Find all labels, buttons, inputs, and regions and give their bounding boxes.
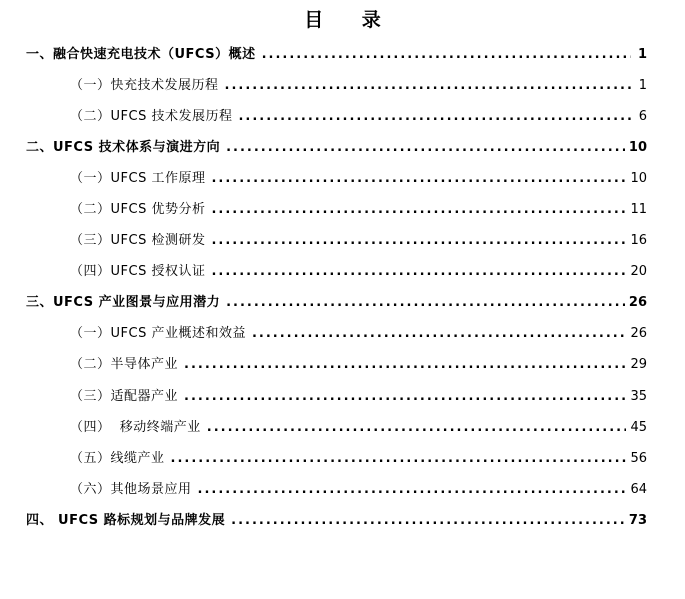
toc-entry-section-3-1[interactable] [0,319,685,350]
toc-entry-section-2[interactable] [0,132,685,163]
toc-page-number: 10 [628,139,647,155]
toc-entry-label: （二）UFCS 优势分析 [70,202,206,218]
toc-entry-label: （二）半导体产业 [70,357,179,373]
toc-entry-section-3-5[interactable] [0,443,685,474]
toc-page-number: 26 [630,326,647,342]
toc-page-number: 10 [630,170,647,186]
toc-dot-leader [252,326,626,342]
toc-page-number: 73 [628,512,647,528]
toc-entry-label: （五）线缆产业 [70,450,165,466]
toc-page-number: 6 [638,108,647,124]
toc-page-number: 56 [630,450,647,466]
toc-page-number: 1 [638,77,647,93]
toc-page-number: 45 [630,419,647,435]
toc-entry-label: 二、UFCS 技术体系与演进方向 [26,139,221,155]
toc-entry-section-3-4[interactable] [0,412,685,443]
toc-title: 目 录 [304,9,397,31]
toc-entry-label: （六）其他场景应用 [70,481,192,497]
toc-entry-label: （三）适配器产业 [70,388,179,404]
toc-entry-section-2-1[interactable] [0,163,685,194]
toc-entry-section-2-2[interactable] [0,194,685,225]
toc-entry-section-1[interactable] [0,39,685,70]
toc-dot-leader [226,295,625,311]
toc-dot-leader [211,233,626,249]
toc-dot-leader [184,357,626,373]
toc-entry-section-3[interactable] [0,288,685,319]
toc-dot-leader [226,140,625,156]
toc-entry-section-4[interactable] [0,505,685,536]
toc-page-number: 26 [628,295,647,311]
toc-entry-section-1-1[interactable] [0,70,685,101]
toc-entry-section-3-3[interactable] [0,381,685,412]
toc-dot-leader [262,47,631,63]
toc-page-number: 64 [630,481,647,497]
toc-page-number: 20 [630,264,647,280]
toc-page-number: 1 [637,46,647,62]
toc-entry-section-3-6[interactable] [0,474,685,505]
toc-entry-label: （二）UFCS 技术发展历程 [70,108,233,124]
toc-entry-section-3-2[interactable] [0,350,685,381]
toc-entry-label: （四）UFCS 授权认证 [70,264,206,280]
toc-entry-label: 一、融合快速充电技术（UFCS）概述 [26,46,256,62]
toc-dot-leader [231,513,625,529]
toc-page-number: 16 [630,233,647,249]
toc-page-number: 29 [630,357,647,373]
toc-dot-leader [211,202,626,218]
toc-dot-leader [211,264,626,280]
toc-dot-leader [171,451,627,467]
toc-dot-leader [238,109,631,125]
toc-page-number: 11 [630,202,647,218]
toc-dot-leader [225,78,631,94]
toc-entry-label: （一）快充技术发展历程 [70,77,219,93]
toc-dot-leader [207,420,627,436]
toc-entry-label: （四） 移动终端产业 [70,419,201,435]
toc-entry-label: （一）UFCS 工作原理 [70,170,206,186]
toc-dot-leader [184,389,626,405]
toc-entry-label: 四、 UFCS 路标规划与品牌发展 [26,512,226,528]
toc-entry-label: 三、UFCS 产业图景与应用潜力 [26,295,221,311]
toc-dot-leader [198,482,627,498]
toc-page-number: 35 [630,388,647,404]
toc-entry-label: （三）UFCS 检测研发 [70,233,206,249]
toc-entry-section-2-4[interactable] [0,257,685,288]
toc-entry-section-2-3[interactable] [0,226,685,257]
table-of-contents [0,39,685,537]
toc-entry-section-1-2[interactable] [0,101,685,132]
toc-entry-label: （一）UFCS 产业概述和效益 [70,326,246,342]
toc-dot-leader [211,171,626,187]
